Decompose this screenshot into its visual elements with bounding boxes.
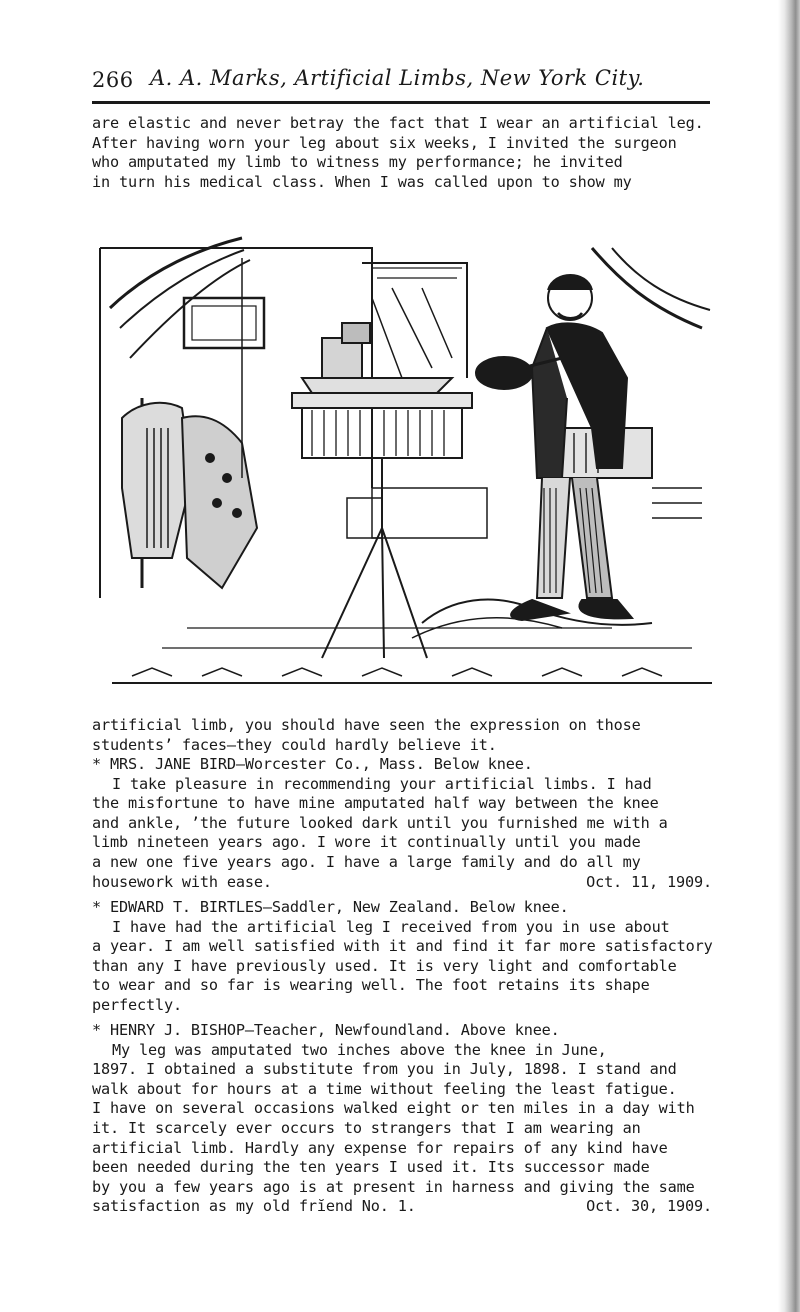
testimonial-date: Oct. 11, 1909. — [586, 872, 712, 891]
text-line-last — [92, 1197, 712, 1217]
text-line: in turn his medical class. When I was called upon to show my — [92, 172, 632, 191]
testimonial-birtles — [92, 898, 712, 1016]
text-line: perfectly. — [92, 995, 182, 1014]
text-line: 1897. I obtained a substitute from you in July, 1898. I stand and — [92, 1060, 677, 1079]
running-header — [92, 66, 710, 96]
text-line: After having worn your leg about six weeks, I invited the surgeon — [92, 133, 677, 152]
testimonial-heading: * EDWARD T. BIRTLES—Saddler, New Zealand. Below knee. — [92, 898, 569, 916]
text-line: are elastic and never betray the fact that I wear an artificial leg. — [92, 114, 704, 132]
text-line: I take pleasure in recommending your artificial limbs. I had — [112, 774, 652, 793]
page-number: 266 — [92, 68, 134, 92]
text-line: walk about for hours at a time without feeling the least fatigue. — [92, 1079, 677, 1098]
running-title: A. A. Marks, Artificial Limbs, New York City. — [150, 66, 645, 90]
text-line-last — [92, 873, 712, 893]
text-line: I have on several occasions walked eight or ten miles in a day with — [92, 1099, 695, 1118]
text-line: by you a few years ago is at present in harness and giving the same — [92, 1177, 695, 1196]
text-line: artificial limb, you should have seen the expression on those — [92, 716, 641, 734]
testimonial-bishop — [92, 1021, 712, 1217]
text-line: a new one five years ago. I have a large family and do all my — [92, 852, 641, 871]
testimonial-heading: * MRS. JANE BIRD—Worcester Co., Mass. Below knee. — [92, 755, 533, 773]
text-line: students’ faces—they could hardly believe it. — [92, 735, 497, 754]
text-line: artificial limb. Hardly any expense for repairs of any kind have — [92, 1138, 668, 1157]
testimonial-date: Oct. 30, 1909. — [586, 1197, 712, 1216]
text-line: it. It scarcely ever occurs to strangers that I am wearing an — [92, 1118, 641, 1137]
text-line: and ankle, ’the future looked dark until you furnished me with a — [92, 813, 668, 832]
engraving-illustration — [92, 228, 714, 700]
text-line: to wear and so far is wearing well. The foot retains its shape — [92, 976, 650, 995]
page-binding-shadow — [778, 0, 800, 1312]
text-line: I have had the artificial leg I received from you in use about — [112, 917, 670, 936]
testimonial-bird — [92, 755, 712, 892]
text-line: limb nineteen years ago. I wore it continually until you made — [92, 833, 641, 852]
testimonial-heading: * HENRY J. BISHOP—Teacher, Newfoundland. Above knee. — [92, 1021, 560, 1039]
text-line: than any I have previously used. It is very light and comfortable — [92, 956, 677, 975]
last-line-text: housework with ease. — [92, 872, 272, 891]
text-line: the misfortune to have mine amputated half way between the knee — [92, 794, 659, 813]
intro-paragraph — [92, 114, 712, 192]
after-figure-paragraph — [92, 716, 712, 755]
text-line: My leg was amputated two inches above the knee in June, — [112, 1040, 607, 1059]
header-rule — [92, 101, 710, 104]
text-line: a year. I am well satisfied with it and find it far more satisfactory — [92, 937, 713, 956]
text-line: who amputated my limb to witness my performance; he invited — [92, 153, 623, 172]
text-line: been needed during the ten years I used it. Its successor made — [92, 1158, 650, 1177]
last-line-text: satisfaction as my old frĭend No. 1. — [92, 1197, 416, 1216]
